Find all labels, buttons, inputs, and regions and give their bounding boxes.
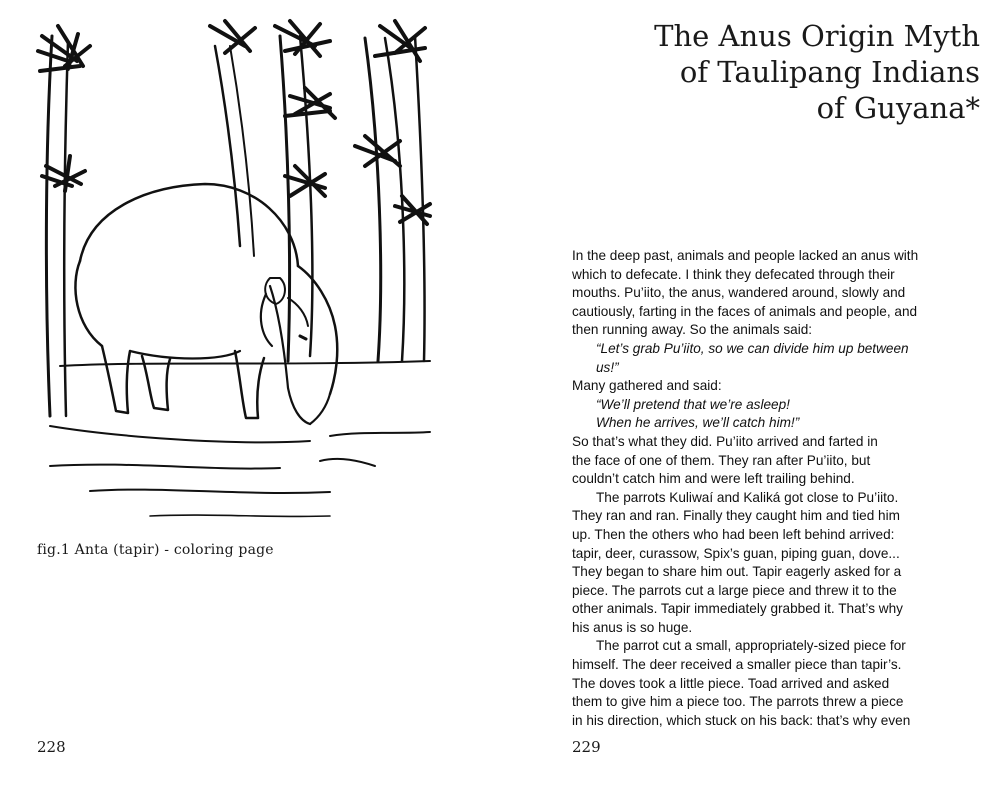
body-line: Many gathered and said: xyxy=(572,378,722,394)
body-line: cautiously, farting in the faces of animals and people, and xyxy=(572,303,918,319)
body-line: other animals. Tapir immediately grabbed it. That’s why xyxy=(572,601,903,617)
body-line: tapir, deer, curassow, Spix’s guan, piping guan, dove... xyxy=(572,545,900,561)
body-line: his anus is so huge. xyxy=(572,619,693,635)
quote-line: “We’ll pretend that we’re asleep! xyxy=(596,396,790,412)
right-page xyxy=(500,0,1000,785)
body-line: which to defecate. I think they defecated through their xyxy=(572,266,895,282)
chapter-title xyxy=(570,18,980,126)
body-line: in his direction, which stuck on his back: that’s why even xyxy=(572,712,911,728)
body-line: up. Then the others who had been left behind arrived: xyxy=(572,526,895,542)
body-line: So that’s what they did. Pu’iito arrived and farted in xyxy=(572,433,878,449)
body-line: them to give him a piece too. The parrots threw a piece xyxy=(572,694,904,710)
body-line: the face of one of them. They ran after Pu’iito, but xyxy=(572,452,871,468)
body-line: The parrots Kuliwaí and Kaliká got close to Pu’iito. xyxy=(596,489,899,505)
title-line: of Guyana* xyxy=(816,91,980,125)
body-line: piece. The parrots cut a large piece and threw it to the xyxy=(572,582,897,598)
body-line: then running away. So the animals said: xyxy=(572,322,813,338)
body-line: They ran and ran. Finally they caught him and tied him xyxy=(572,508,900,524)
body-line: couldn’t catch him and were left trailing behind. xyxy=(572,471,855,487)
title-line: of Taulipang Indians xyxy=(679,55,980,89)
body-line: They began to share him out. Tapir eagerly asked for a xyxy=(572,564,902,580)
page-number-right: 229 xyxy=(572,738,601,756)
body-line: In the deep past, animals and people lacked an anus with xyxy=(572,248,919,263)
title-line: The Anus Origin Myth xyxy=(654,19,980,53)
figure-caption: fig.1 Anta (tapir) - coloring page xyxy=(37,542,274,558)
body-line: mouths. Pu’iito, the anus, wandered around, slowly and xyxy=(572,285,906,301)
page-number-left: 228 xyxy=(37,738,66,756)
quote-line: “Let’s grab Pu’iito, so we can divide him up between xyxy=(596,340,909,356)
quote-line: us!” xyxy=(596,359,619,375)
story-body xyxy=(572,247,972,730)
body-line: The parrot cut a small, appropriately-sized piece for xyxy=(596,638,906,654)
tapir-illustration xyxy=(30,16,435,526)
quote-line: When he arrives, we’ll catch him!” xyxy=(596,415,800,431)
body-line: The doves took a little piece. Toad arrived and asked xyxy=(572,675,890,691)
body-line: himself. The deer received a smaller piece than tapir’s. xyxy=(572,657,902,673)
